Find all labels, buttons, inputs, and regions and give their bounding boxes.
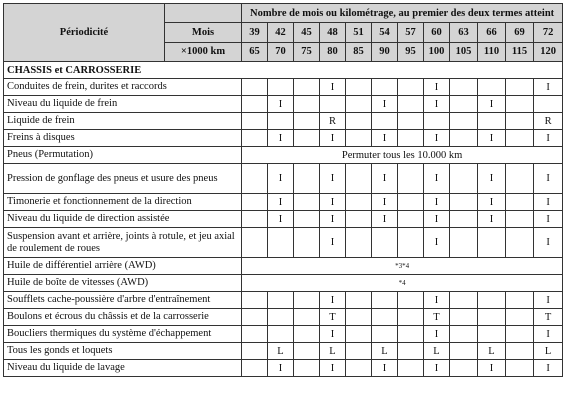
schedule-cell: R xyxy=(534,113,563,130)
schedule-cell xyxy=(320,96,346,113)
row-label: Pression de gonflage des pneus et usure des pneus xyxy=(4,164,242,194)
schedule-cell xyxy=(242,211,268,228)
row-label: Boulons et écrous du châssis et de la carrosserie xyxy=(4,309,242,326)
schedule-cell xyxy=(346,79,372,96)
schedule-cell xyxy=(398,228,424,258)
schedule-cell xyxy=(346,326,372,343)
schedule-cell xyxy=(450,343,478,360)
schedule-cell xyxy=(424,113,450,130)
schedule-cell: I xyxy=(268,130,294,147)
schedule-cell xyxy=(372,228,398,258)
schedule-cell: L xyxy=(534,343,563,360)
table-row xyxy=(4,326,563,343)
schedule-cell xyxy=(450,228,478,258)
schedule-cell xyxy=(450,309,478,326)
schedule-cell xyxy=(294,194,320,211)
schedule-cell: I xyxy=(478,164,506,194)
schedule-cell: I xyxy=(534,292,563,309)
schedule-cell: I xyxy=(268,194,294,211)
schedule-cell xyxy=(534,96,563,113)
schedule-cell xyxy=(268,113,294,130)
schedule-cell: I xyxy=(320,194,346,211)
schedule-cell xyxy=(478,309,506,326)
schedule-cell xyxy=(346,228,372,258)
month-header-8: 63 xyxy=(450,23,478,42)
schedule-cell xyxy=(478,79,506,96)
row-label: Tous les gonds et loquets xyxy=(4,343,242,360)
periodicite-label: Périodicité xyxy=(59,27,109,38)
table-row xyxy=(4,164,563,194)
schedule-cell: T xyxy=(534,309,563,326)
km-header-0: 65 xyxy=(242,42,268,61)
schedule-cell: I xyxy=(268,211,294,228)
schedule-cell: I xyxy=(424,194,450,211)
schedule-cell: I xyxy=(478,211,506,228)
row-label: Liquide de frein xyxy=(4,113,242,130)
schedule-cell xyxy=(294,228,320,258)
schedule-cell xyxy=(242,309,268,326)
schedule-cell: L xyxy=(268,343,294,360)
schedule-cell: I xyxy=(424,79,450,96)
table-row xyxy=(4,292,563,309)
row-label: Boucliers thermiques du système d'échappement xyxy=(4,326,242,343)
table-row xyxy=(4,360,563,377)
schedule-cell: I xyxy=(372,164,398,194)
schedule-cell: I xyxy=(478,96,506,113)
schedule-cell xyxy=(346,292,372,309)
schedule-cell xyxy=(506,130,534,147)
schedule-cell xyxy=(346,343,372,360)
schedule-cell xyxy=(372,309,398,326)
schedule-cell: T xyxy=(424,309,450,326)
table-row xyxy=(4,275,563,292)
schedule-cell: I xyxy=(534,79,563,96)
maintenance-schedule-table xyxy=(3,3,563,377)
schedule-cell: I xyxy=(534,164,563,194)
schedule-cell xyxy=(450,96,478,113)
schedule-cell: I xyxy=(424,164,450,194)
schedule-cell xyxy=(398,360,424,377)
schedule-cell: I xyxy=(320,79,346,96)
schedule-cell xyxy=(450,164,478,194)
schedule-cell: I xyxy=(320,228,346,258)
schedule-cell xyxy=(294,343,320,360)
row-label: Freins à disques xyxy=(4,130,242,147)
schedule-cell xyxy=(346,194,372,211)
km-header-10: 115 xyxy=(506,42,534,61)
schedule-cell xyxy=(398,343,424,360)
schedule-cell xyxy=(506,194,534,211)
schedule-cell xyxy=(398,211,424,228)
schedule-cell xyxy=(242,164,268,194)
schedule-cell xyxy=(294,130,320,147)
schedule-cell xyxy=(242,194,268,211)
schedule-cell: I xyxy=(372,194,398,211)
schedule-cell xyxy=(346,164,372,194)
schedule-cell xyxy=(506,360,534,377)
schedule-cell xyxy=(294,164,320,194)
schedule-cell xyxy=(450,211,478,228)
schedule-cell xyxy=(346,360,372,377)
merged-note-cell: *4 xyxy=(242,275,563,292)
month-header-7: 60 xyxy=(424,23,450,42)
schedule-cell: I xyxy=(478,130,506,147)
schedule-cell xyxy=(398,130,424,147)
schedule-cell xyxy=(242,113,268,130)
schedule-cell: I xyxy=(534,130,563,147)
schedule-cell xyxy=(346,309,372,326)
periodicite-header xyxy=(4,4,242,62)
table-body xyxy=(4,62,563,377)
schedule-cell: L xyxy=(478,343,506,360)
table-row xyxy=(4,228,563,258)
schedule-cell: I xyxy=(424,211,450,228)
schedule-cell xyxy=(242,326,268,343)
schedule-cell xyxy=(506,326,534,343)
schedule-cell xyxy=(268,228,294,258)
table-row xyxy=(4,96,563,113)
month-header-4: 51 xyxy=(346,23,372,42)
schedule-cell xyxy=(242,96,268,113)
schedule-cell xyxy=(268,79,294,96)
table-row xyxy=(4,309,563,326)
table-row xyxy=(4,258,563,275)
row-label: Timonerie et fonctionnement de la direction xyxy=(4,194,242,211)
schedule-cell xyxy=(398,79,424,96)
section-title: CHASSIS et CARROSSERIE xyxy=(4,62,563,79)
schedule-cell xyxy=(398,164,424,194)
schedule-cell: I xyxy=(372,360,398,377)
month-header-2: 45 xyxy=(294,23,320,42)
schedule-cell xyxy=(450,292,478,309)
km-header-6: 95 xyxy=(398,42,424,61)
schedule-cell xyxy=(450,79,478,96)
schedule-cell: I xyxy=(424,292,450,309)
schedule-cell: I xyxy=(424,326,450,343)
schedule-cell xyxy=(294,309,320,326)
schedule-cell: T xyxy=(320,309,346,326)
schedule-cell xyxy=(294,292,320,309)
schedule-cell: I xyxy=(372,211,398,228)
schedule-cell xyxy=(398,292,424,309)
schedule-cell xyxy=(398,309,424,326)
schedule-cell xyxy=(242,228,268,258)
schedule-cell xyxy=(346,130,372,147)
row-label: Niveau du liquide de direction assistée xyxy=(4,211,242,228)
schedule-cell xyxy=(242,343,268,360)
mois-label: Mois xyxy=(165,23,241,42)
section-row xyxy=(4,62,563,79)
schedule-cell: I xyxy=(534,360,563,377)
month-header-5: 54 xyxy=(372,23,398,42)
schedule-cell: I xyxy=(424,96,450,113)
table-row xyxy=(4,211,563,228)
schedule-cell xyxy=(506,343,534,360)
row-label: Niveau du liquide de lavage xyxy=(4,360,242,377)
table-row xyxy=(4,130,563,147)
km-header-1: 70 xyxy=(268,42,294,61)
table-row xyxy=(4,194,563,211)
schedule-cell xyxy=(268,292,294,309)
month-header-1: 42 xyxy=(268,23,294,42)
maintenance-table-wrapper xyxy=(3,3,563,377)
schedule-cell xyxy=(398,113,424,130)
month-header-11: 72 xyxy=(534,23,563,42)
schedule-cell xyxy=(506,211,534,228)
schedule-cell xyxy=(294,326,320,343)
schedule-cell: R xyxy=(320,113,346,130)
schedule-cell xyxy=(506,309,534,326)
schedule-cell: I xyxy=(320,164,346,194)
row-label: Pneus (Permutation) xyxy=(4,147,242,164)
schedule-cell: I xyxy=(268,96,294,113)
schedule-cell xyxy=(506,228,534,258)
row-label: Huile de boîte de vitesses (AWD) xyxy=(4,275,242,292)
month-header-9: 66 xyxy=(478,23,506,42)
schedule-cell xyxy=(242,292,268,309)
schedule-cell: I xyxy=(320,360,346,377)
row-label: Huile de différentiel arrière (AWD) xyxy=(4,258,242,275)
row-label: Conduites de frein, durites et raccords xyxy=(4,79,242,96)
km-header-3: 80 xyxy=(320,42,346,61)
schedule-cell xyxy=(478,292,506,309)
schedule-cell xyxy=(294,113,320,130)
schedule-cell: I xyxy=(478,360,506,377)
month-header-10: 69 xyxy=(506,23,534,42)
interval-title: Nombre de mois ou kilométrage, au premier des deux termes atteint xyxy=(242,4,563,23)
table-header xyxy=(4,4,563,62)
schedule-cell xyxy=(478,113,506,130)
schedule-cell xyxy=(506,79,534,96)
row-label: Niveau du liquide de frein xyxy=(4,96,242,113)
schedule-cell: I xyxy=(320,130,346,147)
schedule-cell xyxy=(372,79,398,96)
schedule-cell xyxy=(372,113,398,130)
schedule-cell xyxy=(478,228,506,258)
schedule-cell: I xyxy=(424,360,450,377)
schedule-cell xyxy=(398,194,424,211)
schedule-cell xyxy=(294,360,320,377)
schedule-cell xyxy=(294,211,320,228)
km-header-9: 110 xyxy=(478,42,506,61)
schedule-cell: I xyxy=(534,211,563,228)
schedule-cell xyxy=(450,130,478,147)
row-label: Suspension avant et arrière, joints à rotule, et jeu axial de roulement de roues xyxy=(4,228,242,258)
month-header-6: 57 xyxy=(398,23,424,42)
schedule-cell xyxy=(346,113,372,130)
schedule-cell: I xyxy=(424,130,450,147)
km-header-7: 100 xyxy=(424,42,450,61)
schedule-cell xyxy=(506,292,534,309)
schedule-cell: I xyxy=(534,228,563,258)
schedule-cell xyxy=(242,360,268,377)
km-header-4: 85 xyxy=(346,42,372,61)
table-row xyxy=(4,343,563,360)
schedule-cell xyxy=(506,96,534,113)
schedule-cell xyxy=(398,96,424,113)
schedule-cell: I xyxy=(424,228,450,258)
schedule-cell xyxy=(242,79,268,96)
schedule-cell xyxy=(478,326,506,343)
schedule-cell xyxy=(450,113,478,130)
schedule-cell: I xyxy=(372,96,398,113)
km-header-2: 75 xyxy=(294,42,320,61)
schedule-cell xyxy=(372,292,398,309)
schedule-cell: L xyxy=(372,343,398,360)
schedule-cell xyxy=(268,326,294,343)
schedule-cell xyxy=(450,326,478,343)
merged-note-cell: Permuter tous les 10.000 km xyxy=(242,147,563,164)
schedule-cell: I xyxy=(268,164,294,194)
km-header-8: 105 xyxy=(450,42,478,61)
schedule-cell: I xyxy=(534,194,563,211)
schedule-cell: I xyxy=(320,211,346,228)
schedule-cell xyxy=(450,360,478,377)
table-row xyxy=(4,147,563,164)
schedule-cell xyxy=(506,164,534,194)
km-label-header: ×1000 km xyxy=(180,46,226,58)
schedule-cell xyxy=(294,96,320,113)
schedule-cell: I xyxy=(320,326,346,343)
row-label: Soufflets cache-poussière d'arbre d'entraînement xyxy=(4,292,242,309)
schedule-cell: I xyxy=(268,360,294,377)
header-title-row xyxy=(4,4,563,23)
schedule-cell: L xyxy=(424,343,450,360)
schedule-cell: I xyxy=(372,130,398,147)
schedule-cell: I xyxy=(534,326,563,343)
merged-note-cell: *3*4 xyxy=(242,258,563,275)
schedule-cell xyxy=(268,309,294,326)
schedule-cell: I xyxy=(320,292,346,309)
schedule-cell xyxy=(398,326,424,343)
schedule-cell xyxy=(242,130,268,147)
schedule-cell xyxy=(506,113,534,130)
schedule-cell xyxy=(372,326,398,343)
month-header-0: 39 xyxy=(242,23,268,42)
schedule-cell xyxy=(346,211,372,228)
schedule-cell xyxy=(346,96,372,113)
schedule-cell xyxy=(294,79,320,96)
table-row xyxy=(4,79,563,96)
table-row xyxy=(4,113,563,130)
schedule-cell xyxy=(450,194,478,211)
km-header-11: 120 xyxy=(534,42,563,61)
month-header-3: 48 xyxy=(320,23,346,42)
km-header-5: 90 xyxy=(372,42,398,61)
schedule-cell: L xyxy=(320,343,346,360)
schedule-cell: I xyxy=(478,194,506,211)
